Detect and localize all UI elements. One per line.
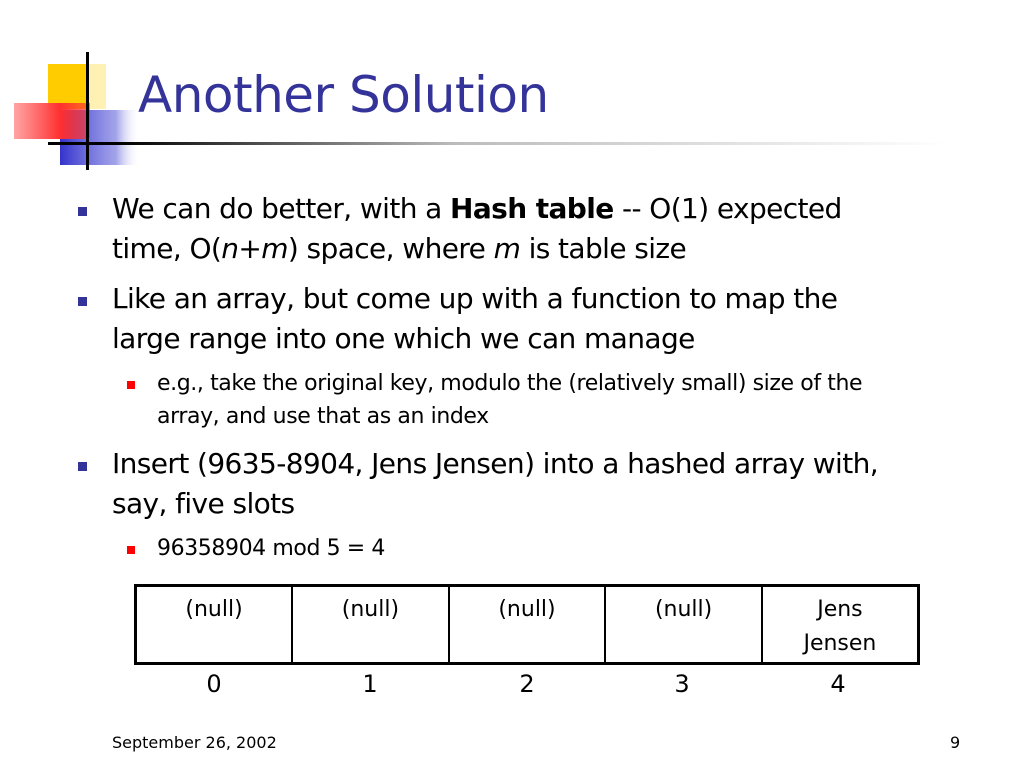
bullet-italic-term: m — [493, 232, 521, 265]
subbullet-modulo — [157, 367, 1007, 433]
subbullet-marker — [127, 546, 135, 554]
bullet-marker — [78, 462, 87, 471]
table-cell: (null) — [605, 586, 762, 664]
slot-index: 4 — [830, 670, 846, 698]
bullet-text: Insert (9635-8904, Jens Jensen) into a hashed array with, — [112, 447, 879, 480]
bullet-bold-term: Hash table — [450, 192, 614, 225]
subbullet-marker — [127, 381, 135, 389]
table-cell: Jens Jensen — [762, 586, 919, 664]
bullet-text: large range into one which we can manage — [112, 322, 695, 355]
bullet-marker — [78, 207, 87, 216]
bullet-text: -- O(1) expected — [613, 192, 842, 225]
bullet-text: ) space, where — [287, 232, 494, 265]
slot-index: 0 — [206, 670, 222, 698]
bullet-insert — [112, 444, 1002, 524]
slide-title: Another Solution — [138, 66, 549, 124]
table-row — [136, 586, 919, 664]
hash-table-slots — [134, 584, 920, 665]
bullet-marker — [78, 297, 87, 306]
bullet-text: Like an array, but come up with a function to map the — [112, 282, 838, 315]
title-underline — [48, 142, 948, 145]
bullet-italic-term: n+m — [221, 232, 288, 265]
bullet-hash-table — [112, 189, 1002, 269]
table-cell: (null) — [292, 586, 449, 664]
footer-date: September 26, 2002 — [112, 733, 277, 752]
table-cell: (null) — [136, 586, 293, 664]
slot-index: 2 — [519, 670, 535, 698]
table-cell: (null) — [449, 586, 606, 664]
bullet-text: time, O( — [112, 232, 222, 265]
subbullet-text: array, and use that as an index — [157, 404, 489, 429]
subbullet-mod-result — [157, 532, 1007, 565]
bullet-text: say, five slots — [112, 487, 295, 520]
bullet-text: is table size — [520, 232, 687, 265]
bullet-array-function — [112, 279, 1002, 359]
page-number: 9 — [950, 733, 961, 752]
corner-decoration — [0, 0, 160, 175]
slot-index: 3 — [674, 670, 690, 698]
subbullet-text: e.g., take the original key, modulo the (relatively small) size of the — [157, 371, 863, 396]
slot-index: 1 — [362, 670, 378, 698]
bullet-text: We can do better, with a — [112, 192, 451, 225]
subbullet-text: 96358904 mod 5 = 4 — [157, 536, 386, 561]
